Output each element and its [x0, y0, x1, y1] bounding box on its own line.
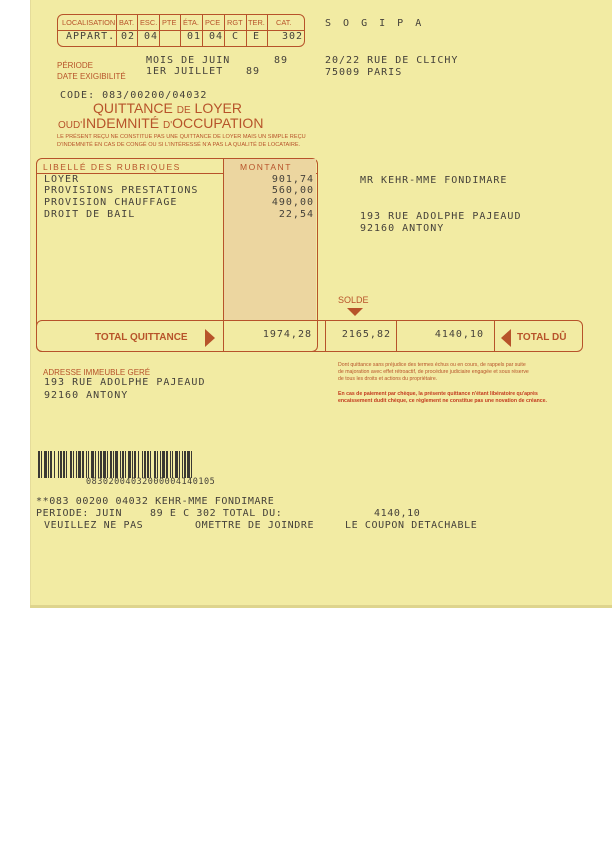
- col-header-pte: PTE: [162, 18, 177, 27]
- total-quittance-label: TOTAL QUITTANCE: [95, 332, 188, 343]
- value-localisation: APPART.: [66, 31, 116, 42]
- rubrique-label: PROVISIONS PRESTATIONS: [44, 185, 199, 196]
- col-divider: [224, 14, 225, 46]
- coupon-notice-a: VEUILLEZ NE PAS: [44, 520, 144, 531]
- col-divider: [137, 14, 138, 46]
- company-name: S O G I P A: [325, 18, 425, 29]
- col-header-bat: BAT.: [119, 18, 135, 27]
- coupon-total: 4140,10: [374, 508, 421, 519]
- sheet-edge: [30, 605, 612, 608]
- value-esc: 04: [144, 31, 159, 42]
- coupon-notice-b: OMETTRE DE JOINDRE: [195, 520, 315, 531]
- col-divider: [116, 14, 117, 46]
- title-line1: [93, 100, 242, 116]
- title-loyer: LOYER: [194, 100, 243, 116]
- total-du-value: 4140,10: [434, 329, 484, 340]
- arrow-left-icon: [501, 329, 511, 347]
- legal-cheque-line: encaissement dudit chèque, ce règlement ne constitue pas une novation de créance.: [338, 398, 548, 404]
- totals-divider: [223, 320, 224, 351]
- totals-divider: [494, 320, 495, 351]
- solde-label: SOLDE: [338, 295, 369, 305]
- col-divider: [267, 14, 268, 46]
- coupon-periode: PERIODE: JUIN: [36, 508, 123, 519]
- rubrique-label: LOYER: [44, 174, 80, 185]
- company-address-line1: 20/22 RUE DE CLICHY: [325, 55, 459, 66]
- property-address-label: ADRESSE IMMEUBLE GERÉ: [43, 368, 151, 377]
- exigibilite-year: 89: [246, 66, 261, 77]
- col-divider: [159, 14, 160, 46]
- rubrique-amount: 22,54: [278, 209, 314, 220]
- value-eta: 01: [187, 31, 202, 42]
- col-divider: [180, 14, 181, 46]
- exigibilite-value: 1ER JUILLET: [146, 66, 224, 77]
- tenant-address-line1: 193 RUE ADOLPHE PAJEAUD: [360, 211, 522, 222]
- legal-line: de majoration avec effet rétroactif, de procédure judiciaire engagée et sous réserve: [338, 369, 529, 375]
- legal-line: Dont quittance sans préjudice des termes échus ou en cours, de rappels par suite: [338, 362, 526, 368]
- col-header-esc: ESC.: [140, 18, 158, 27]
- title-quittance: QUITTANCE: [93, 100, 173, 116]
- title-indemnite: INDEMNITÉ: [82, 115, 160, 131]
- rubrique-label: DROIT DE BAIL: [44, 209, 136, 220]
- total-quittance-value: 1974,28: [262, 329, 312, 340]
- value-pce: 04: [209, 31, 224, 42]
- rubrique-label: PROVISION CHAUFFAGE: [44, 197, 178, 208]
- notice-line2: D'INDEMNITÉ EN CAS DE CONGÉ OU SI L'INTÉRESSÉ N'A PAS LA QUALITÉ DE LOCATAIRE.: [57, 142, 301, 148]
- barcode-number: 08302004032000004140105: [86, 477, 216, 487]
- coupon-notice-c: LE COUPON DETACHABLE: [345, 520, 478, 531]
- notice-line1: LE PRÉSENT REÇU NE CONSTITUE PAS UNE QUITTANCE DE LOYER MAIS UN SIMPLE REÇU: [57, 134, 306, 140]
- company-address-line2: 75009 PARIS: [325, 67, 403, 78]
- rubrique-amount: 490,00: [271, 197, 314, 208]
- legal-line: de tous les droits et actions du propriétaire.: [338, 376, 438, 382]
- total-du-label: TOTAL DÛ: [517, 332, 567, 343]
- totals-divider: [325, 320, 326, 351]
- code: CODE: 083/00200/04032: [60, 90, 208, 101]
- value-ter: E: [253, 31, 261, 42]
- value-bat: 02: [121, 31, 136, 42]
- tenant-address-line2: 92160 ANTONY: [360, 223, 445, 234]
- title-d1: D': [73, 120, 83, 131]
- periode-label: PÉRIODE: [57, 61, 94, 70]
- date-exigibilite-label: DATE EXIGIBILITÉ: [57, 72, 126, 81]
- value-cat: 302: [282, 31, 304, 42]
- coupon-line1: **083 00200 04032 KEHR-MME FONDIMARE: [36, 496, 275, 507]
- col-header-eta: ÉTA.: [183, 18, 199, 27]
- col-header-localisation: LOCALISATION: [62, 18, 116, 27]
- title-occupation: OCCUPATION: [172, 115, 264, 131]
- barcode: [38, 451, 310, 478]
- solde-value: 2165,82: [341, 329, 391, 340]
- tenant-name: MR KEHR-MME FONDIMARE: [360, 175, 508, 186]
- title-d2: D': [163, 120, 173, 131]
- col-header-ter: TER.: [248, 18, 265, 27]
- col-divider: [246, 14, 247, 46]
- legal-cheque-line: En cas de paiement par chèque, la présente quittance n'étant libératoire qu'après: [338, 391, 538, 397]
- title-line2: [58, 115, 263, 131]
- totals-divider: [396, 320, 397, 351]
- property-address-line1: 193 RUE ADOLPHE PAJEAUD: [44, 377, 206, 388]
- rubrique-amount: 901,74: [271, 174, 314, 185]
- arrow-right-icon: [205, 329, 215, 347]
- property-address-line2: 92160 ANTONY: [44, 390, 129, 401]
- col-header-rgt: RGT: [227, 18, 243, 27]
- col-header-cat: CAT.: [276, 18, 292, 27]
- title-de: DE: [176, 105, 191, 116]
- title-ou: OU: [58, 120, 73, 131]
- col-header-pce: PCE: [205, 18, 221, 27]
- solde-arrow-icon: [347, 308, 363, 316]
- value-rgt: C: [232, 31, 240, 42]
- rubrique-amount: 560,00: [271, 185, 314, 196]
- barcode-bar: [192, 451, 194, 478]
- periode-value: MOIS DE JUIN: [146, 55, 231, 66]
- col-divider: [202, 14, 203, 46]
- periode-year: 89: [274, 55, 289, 66]
- rubriques-header-amount: MONTANT: [240, 162, 292, 172]
- rubriques-header-label: LIBELLÉ DES RUBRIQUES: [43, 162, 181, 172]
- coupon-details: 89 E C 302 TOTAL DU:: [150, 508, 283, 519]
